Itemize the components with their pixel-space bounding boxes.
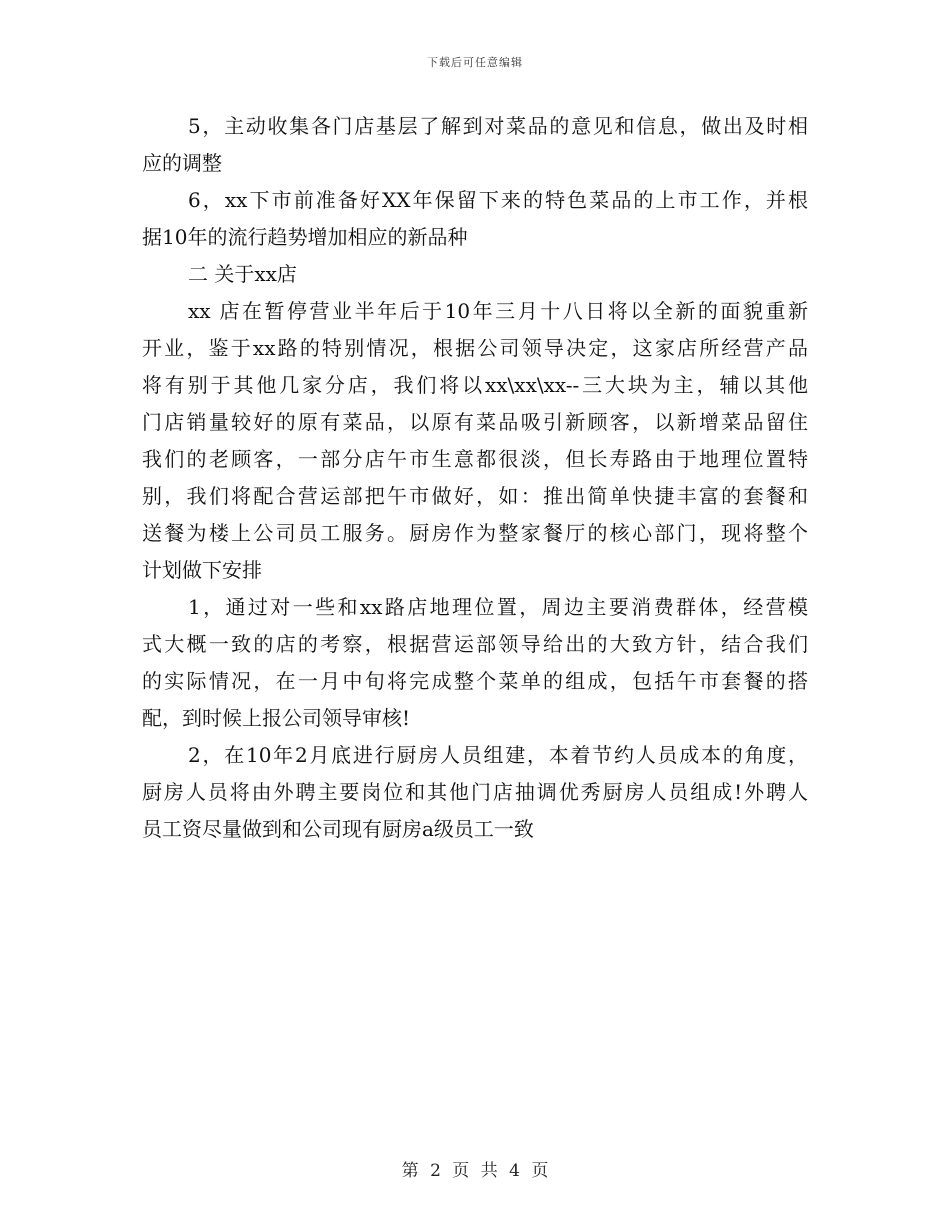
page-number-footer: 第 2 页 共 4 页	[401, 1161, 549, 1181]
paragraph-line: 式大概一致的店的考察，根据营运部领导给出的大致方针，结合我们	[142, 632, 808, 656]
paragraph-line: 门店销量较好的原有菜品，以原有菜品吸引新顾客，以新增菜品留住	[142, 410, 808, 434]
paragraph-line: 送餐为楼上公司员工服务。厨房作为整家餐厅的核心部门，现将整个	[142, 521, 808, 545]
paragraph-line: 5，主动收集各门店基层了解到对菜品的意见和信息，做出及时相	[188, 114, 808, 138]
header-note: 下载后可任意编辑	[427, 56, 523, 69]
section-heading: 二 关于xx店	[188, 262, 297, 286]
paragraph-line: 将有别于其他几家分店，我们将以xx\xx\xx--三大块为主，辅以其他	[142, 373, 808, 397]
paragraph-line: 厨房人员将由外聘主要岗位和其他门店抽调优秀厨房人员组成!外聘人	[142, 780, 808, 804]
paragraph-line: 1，通过对一些和xx路店地理位置，周边主要消费群体，经营模	[188, 595, 808, 619]
paragraph-line: 的实际情况，在一月中旬将完成整个菜单的组成，包括午市套餐的搭	[142, 669, 808, 693]
paragraph-line: 应的调整	[142, 151, 222, 175]
document-body	[142, 108, 808, 848]
paragraph-line: 据10年的流行趋势增加相应的新品种	[142, 225, 468, 249]
paragraph-line: xx 店在暂停营业半年后于10年三月十八日将以全新的面貌重新	[188, 299, 808, 323]
paragraph-line: 配，到时候上报公司领导审核!	[142, 706, 411, 730]
paragraph-line: 计划做下安排	[142, 558, 262, 582]
paragraph-line: 开业，鉴于xx路的特别情况，根据公司领导决定，这家店所经营产品	[142, 336, 808, 360]
paragraph-line: 别，我们将配合营运部把午市做好，如：推出简单快捷丰富的套餐和	[142, 484, 808, 508]
paragraph-line: 员工资尽量做到和公司现有厨房a级员工一致	[142, 817, 534, 841]
paragraph-line: 6，xx下市前准备好XX年保留下来的特色菜品的上市工作，并根	[188, 188, 808, 212]
paragraph-line: 我们的老顾客，一部分店午市生意都很淡，但长寿路由于地理位置特	[142, 447, 808, 471]
paragraph-line: 2，在10年2月底进行厨房人员组建，本着节约人员成本的角度，	[188, 743, 808, 767]
